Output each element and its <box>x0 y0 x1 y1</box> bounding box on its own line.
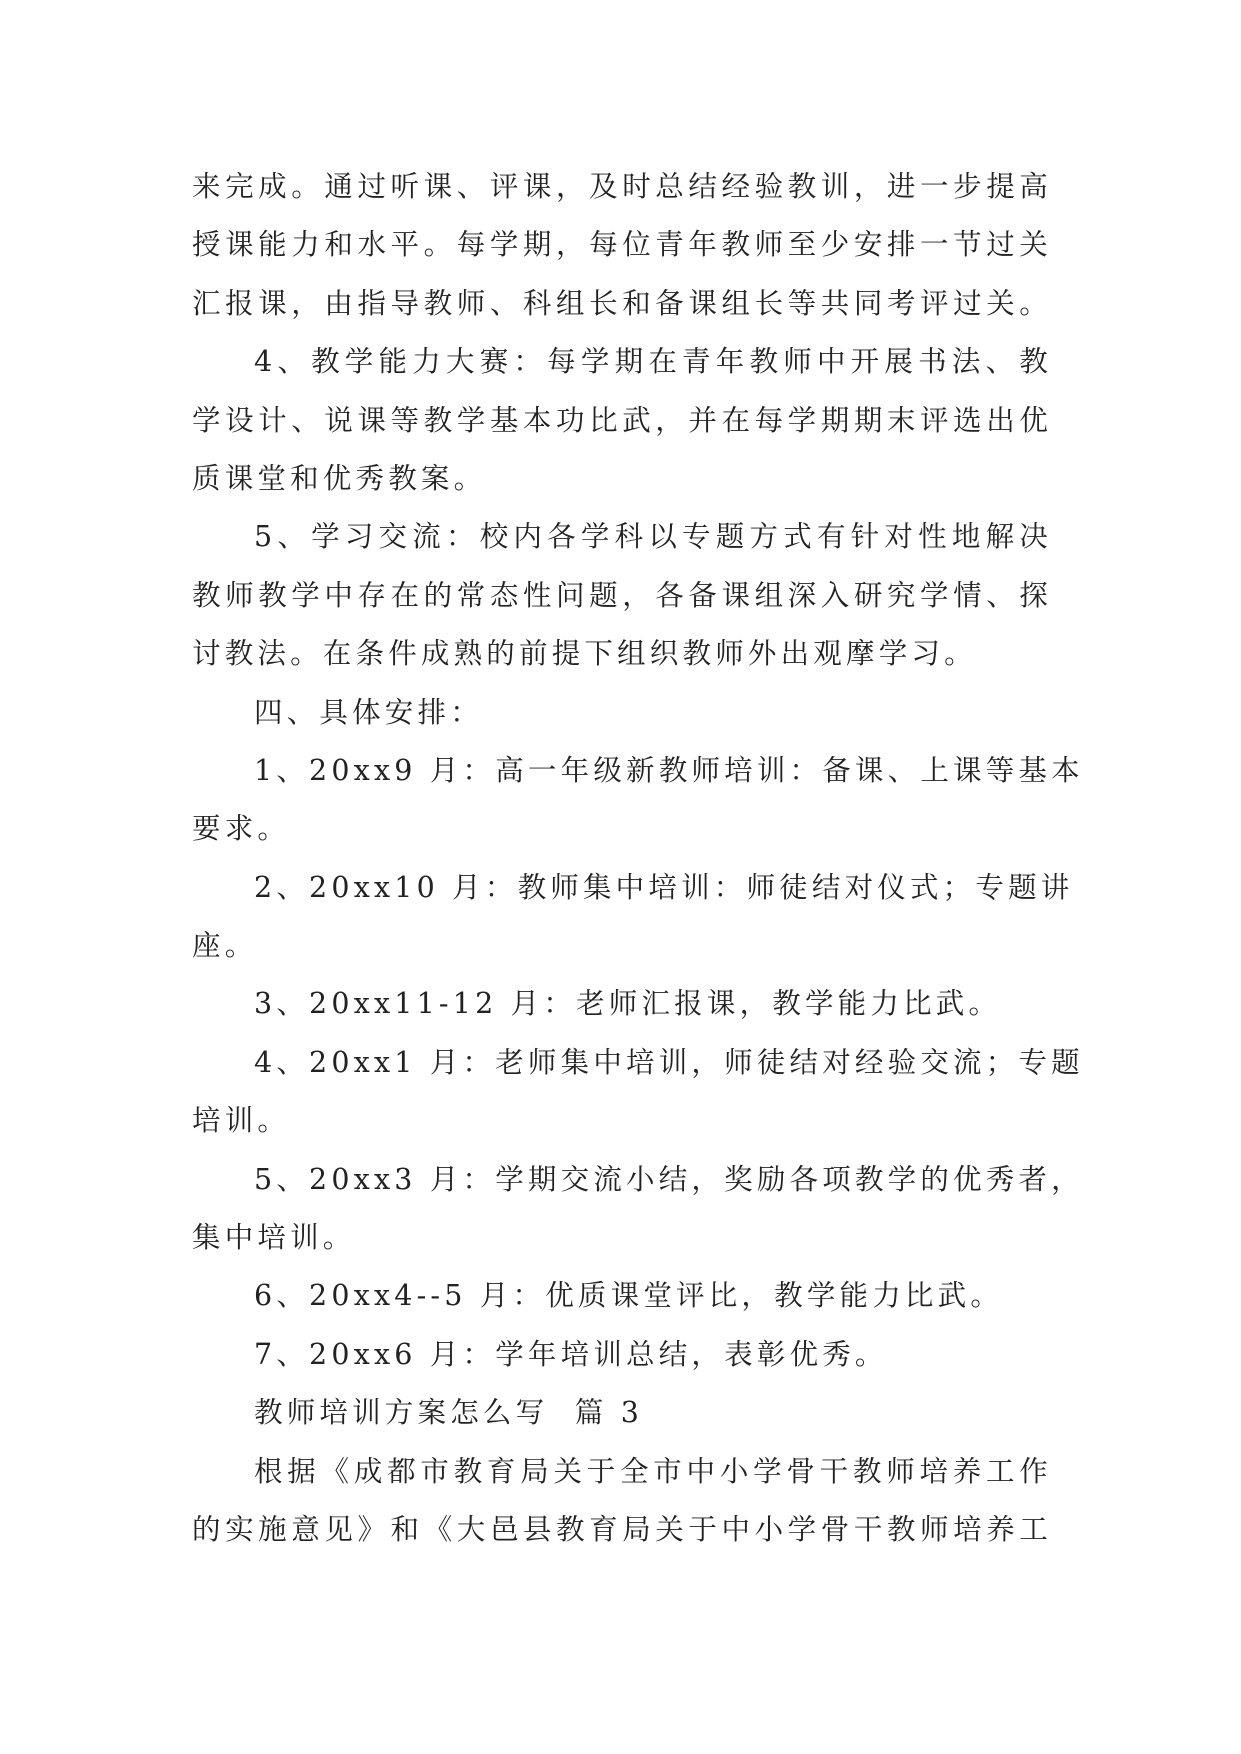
schedule-item: 3、20xx11-12 月：老师汇报课，教学能力比武。 <box>254 987 1002 1021</box>
schedule-item-continuation: 培训。 <box>192 1104 291 1138</box>
paragraph-line: 根据《成都市教育局关于全市中小学骨干教师培养工作 <box>254 1454 1052 1488</box>
paragraph-line: 的实施意见》和《大邑县教育局关于中小学骨干教师培养工 <box>192 1512 1052 1546</box>
paragraph-line: 4、教学能力大赛：每学期在青年教师中开展书法、教 <box>254 345 1052 379</box>
schedule-item: 6、20xx4--5 月：优质课堂评比，教学能力比武。 <box>254 1279 1004 1313</box>
article-heading: 教师培训方案怎么写 篇 3 <box>254 1396 644 1430</box>
document-body <box>192 158 1084 1559</box>
schedule-item: 2、20xx10 月：教师集中培训：师徒结对仪式；专题讲 <box>254 870 1074 904</box>
paragraph-line: 汇报课，由指导教师、科组长和备课组长等共同考评过关。 <box>192 286 1052 320</box>
paragraph-line: 讨教法。在条件成熟的前提下组织教师外出观摩学习。 <box>192 637 977 671</box>
paragraph-line: 来完成。通过听课、评课，及时总结经验教训，进一步提高 <box>192 170 1052 203</box>
schedule-item: 1、20xx9 月：高一年级新教师培训：备课、上课等基本 <box>254 753 1084 787</box>
schedule-item: 7、20xx6 月：学年培训总结，表彰优秀。 <box>254 1337 888 1371</box>
paragraph-line: 5、学习交流：校内各学科以专题方式有针对性地解决 <box>254 520 1052 554</box>
section-heading: 四、具体安排： <box>254 695 483 729</box>
schedule-item-continuation: 座。 <box>192 929 258 963</box>
paragraph-line: 质课堂和优秀教案。 <box>192 461 487 495</box>
paragraph-line: 教师教学中存在的常态性问题，各备课组深入研究学情、探 <box>192 578 1052 612</box>
schedule-item: 4、20xx1 月：老师集中培训，师徒结对经验交流；专题 <box>254 1045 1084 1079</box>
paragraph-line: 学设计、说课等教学基本功比武，并在每学期期末评选出优 <box>192 403 1052 437</box>
schedule-item-continuation: 集中培训。 <box>192 1221 356 1255</box>
schedule-item: 5、20xx3 月：学期交流小结，奖励各项教学的优秀者， <box>254 1162 1084 1196</box>
schedule-item-continuation: 要求。 <box>192 812 291 846</box>
paragraph-line: 授课能力和水平。每学期，每位青年教师至少安排一节过关 <box>192 228 1052 262</box>
